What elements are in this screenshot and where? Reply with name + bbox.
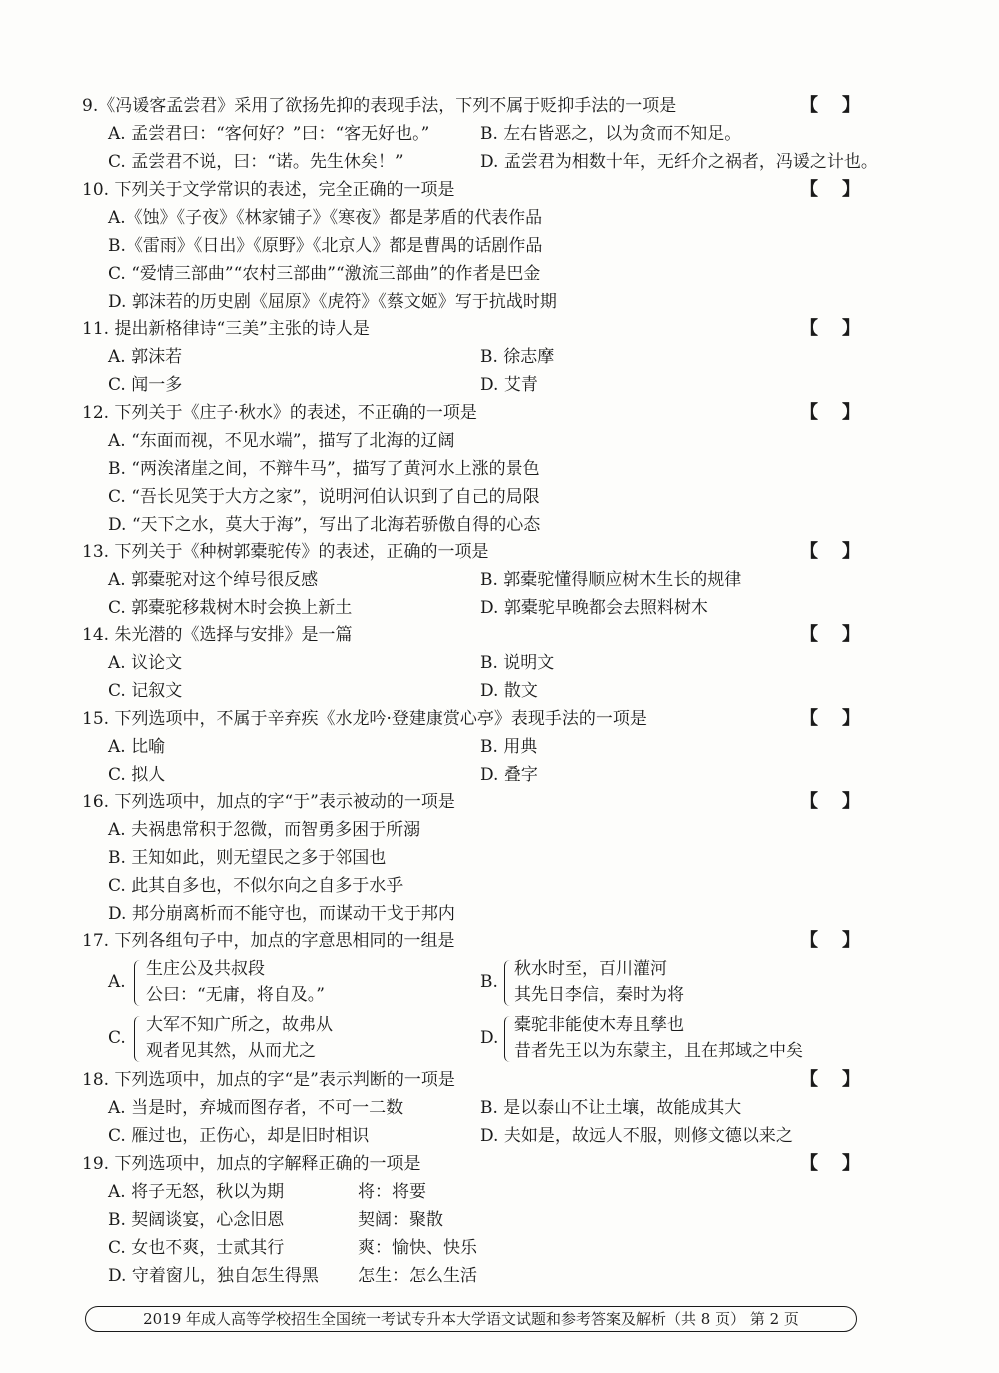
option-15d: D. 叠字: [480, 765, 538, 785]
option-18a: A. 当是时，弃城而图存者，不可一二数: [108, 1098, 404, 1118]
option-17d-label: D.: [480, 1028, 499, 1048]
option-17b-line2: 其先日李信，秦时为将: [514, 985, 684, 1005]
option-17d-line2: 昔者先王以为东蒙主，且在邦域之中矣: [514, 1041, 803, 1061]
option-19a: A. 将子无怒，秋以为期: [108, 1182, 285, 1202]
answer-bracket-15: 【 】: [800, 708, 860, 729]
option-10a: A.《蚀》《子夜》《林家铺子》《寒夜》都是茅盾的代表作品: [108, 208, 543, 228]
option-17b-label: B.: [480, 972, 498, 992]
option-10b: B.《雷雨》《日出》《原野》《北京人》都是曹禺的话剧作品: [108, 236, 543, 256]
option-15a: A. 比喻: [108, 737, 166, 757]
answer-bracket-14: 【 】: [800, 624, 860, 645]
question-13-stem: 13. 下列关于《种树郭橐驼传》的表述，正确的一项是: [82, 542, 489, 562]
option-16c: C. 此其自多也，不似尔向之自多于水乎: [108, 876, 404, 896]
option-11d: D. 艾青: [480, 375, 538, 395]
option-19d-explanation: 怎生：怎么生活: [358, 1266, 477, 1286]
question-18-stem: 18. 下列选项中，加点的字“是”表示判断的一项是: [82, 1070, 455, 1090]
option-9a: A. 孟尝君曰：“客何好？”曰：“客无好也。”: [108, 124, 430, 144]
option-13d: D. 郭橐驼早晚都会去照料树木: [480, 598, 708, 618]
option-18d: D. 夫如是，故远人不服，则修文德以来之: [480, 1126, 793, 1146]
answer-bracket-19: 【 】: [800, 1153, 860, 1174]
option-9d: D. 孟尝君为相数十年，无纤介之祸者，冯谖之计也。: [480, 152, 878, 172]
option-17c-line1: 大军不知广所之，故弗从: [146, 1015, 333, 1035]
option-19b-explanation: 契阔：聚散: [358, 1210, 443, 1230]
option-12b: B. “两涘渚崖之间，不辩牛马”，描写了黄河水上涨的景色: [108, 459, 540, 479]
option-14b: B. 说明文: [480, 653, 555, 673]
option-14a: A. 议论文: [108, 653, 183, 673]
option-17c-line2: 观者见其然，从而尤之: [146, 1041, 316, 1061]
option-19a-explanation: 将：将要: [358, 1182, 426, 1202]
option-17a-line1: 生庄公及共叔段: [146, 959, 265, 979]
option-18c: C. 雁过也，正伤心，却是旧时相识: [108, 1126, 370, 1146]
option-19c: C. 女也不爽，士贰其行: [108, 1238, 285, 1258]
option-13c: C. 郭橐驼移栽树木时会换上新土: [108, 598, 353, 618]
option-16b: B. 王知如此，则无望民之多于邻国也: [108, 848, 387, 868]
option-17c-brace: [134, 1016, 143, 1062]
answer-bracket-11: 【 】: [800, 318, 860, 339]
option-17d-brace: [504, 1016, 513, 1062]
question-9-stem: 9.《冯谖客孟尝君》采用了欲扬先抑的表现手法，下列不属于贬抑手法的一项是: [82, 96, 677, 116]
option-17d-line1: 橐驼非能使木寿且孳也: [514, 1015, 684, 1035]
option-10d: D. 郭沫若的历史剧《屈原》《虎符》《蔡文姬》写于抗战时期: [108, 292, 557, 312]
answer-bracket-13: 【 】: [800, 541, 860, 562]
option-15c: C. 拟人: [108, 765, 166, 785]
question-11-stem: 11. 提出新格律诗“三美”主张的诗人是: [82, 319, 370, 339]
option-17a-line2: 公曰：“无庸，将自及。”: [146, 985, 325, 1005]
option-14d: D. 散文: [480, 681, 538, 701]
option-18b: B. 是以泰山不让土壤，故能成其大: [480, 1098, 742, 1118]
question-19-stem: 19. 下列选项中，加点的字解释正确的一项是: [82, 1154, 421, 1174]
question-16-stem: 16. 下列选项中，加点的字“于”表示被动的一项是: [82, 792, 455, 812]
answer-bracket-16: 【 】: [800, 791, 860, 812]
option-13a: A. 郭橐驼对这个绰号很反感: [108, 570, 319, 590]
option-15b: B. 用典: [480, 737, 538, 757]
option-13b: B. 郭橐驼懂得顺应树木生长的规律: [480, 570, 742, 590]
option-17b-brace: [504, 960, 513, 1006]
option-11b: B. 徐志摩: [480, 347, 555, 367]
page-footer: 2019 年成人高等学校招生全国统一考试专升本大学语文试题和参考答案及解析（共 8 页） 第 2 页: [85, 1306, 857, 1332]
option-19c-explanation: 爽：愉快、快乐: [358, 1238, 477, 1258]
question-12-stem: 12. 下列关于《庄子·秋水》的表述，不正确的一项是: [82, 403, 477, 423]
question-17-stem: 17. 下列各组句子中，加点的字意思相同的一组是: [82, 931, 455, 951]
option-10c: C. “爱情三部曲”“农村三部曲”“激流三部曲”的作者是巴金: [108, 264, 541, 284]
option-17b-line1: 秋水时至，百川灌河: [514, 959, 667, 979]
option-12c: C. “吾长见笑于大方之家”，说明河伯认识到了自己的局限: [108, 487, 540, 507]
option-16d: D. 邦分崩离析而不能守也，而谋动干戈于邦内: [108, 904, 455, 924]
question-10-stem: 10. 下列关于文学常识的表述，完全正确的一项是: [82, 180, 455, 200]
option-14c: C. 记叙文: [108, 681, 183, 701]
answer-bracket-17: 【 】: [800, 930, 860, 951]
option-17a-label: A.: [108, 972, 126, 992]
answer-bracket-12: 【 】: [800, 402, 860, 423]
option-17a-brace: [134, 960, 143, 1006]
option-11c: C. 闻一多: [108, 375, 183, 395]
option-16a: A. 夫祸患常积于忽微，而智勇多困于所溺: [108, 820, 421, 840]
option-17c-label: C.: [108, 1028, 126, 1048]
option-11a: A. 郭沫若: [108, 347, 183, 367]
question-14-stem: 14. 朱光潜的《选择与安排》是一篇: [82, 625, 353, 645]
question-15-stem: 15. 下列选项中，不属于辛弃疾《水龙吟·登建康赏心亭》表现手法的一项是: [82, 709, 647, 729]
answer-bracket-10: 【 】: [800, 179, 860, 200]
option-12a: A. “东面而视，不见水端”，描写了北海的辽阔: [108, 431, 455, 451]
option-19b: B. 契阔谈宴，心念旧恩: [108, 1210, 285, 1230]
answer-bracket-18: 【 】: [800, 1069, 860, 1090]
answer-bracket-9: 【 】: [800, 95, 860, 116]
option-9c: C. 孟尝君不说，曰：“诺。先生休矣！”: [108, 152, 404, 172]
option-12d: D. “天下之水，莫大于海”，写出了北海若骄傲自得的心态: [108, 515, 541, 535]
option-9b: B. 左右皆恶之，以为贪而不知足。: [480, 124, 742, 144]
option-19d: D. 守着窗儿，独自怎生得黑: [108, 1266, 319, 1286]
